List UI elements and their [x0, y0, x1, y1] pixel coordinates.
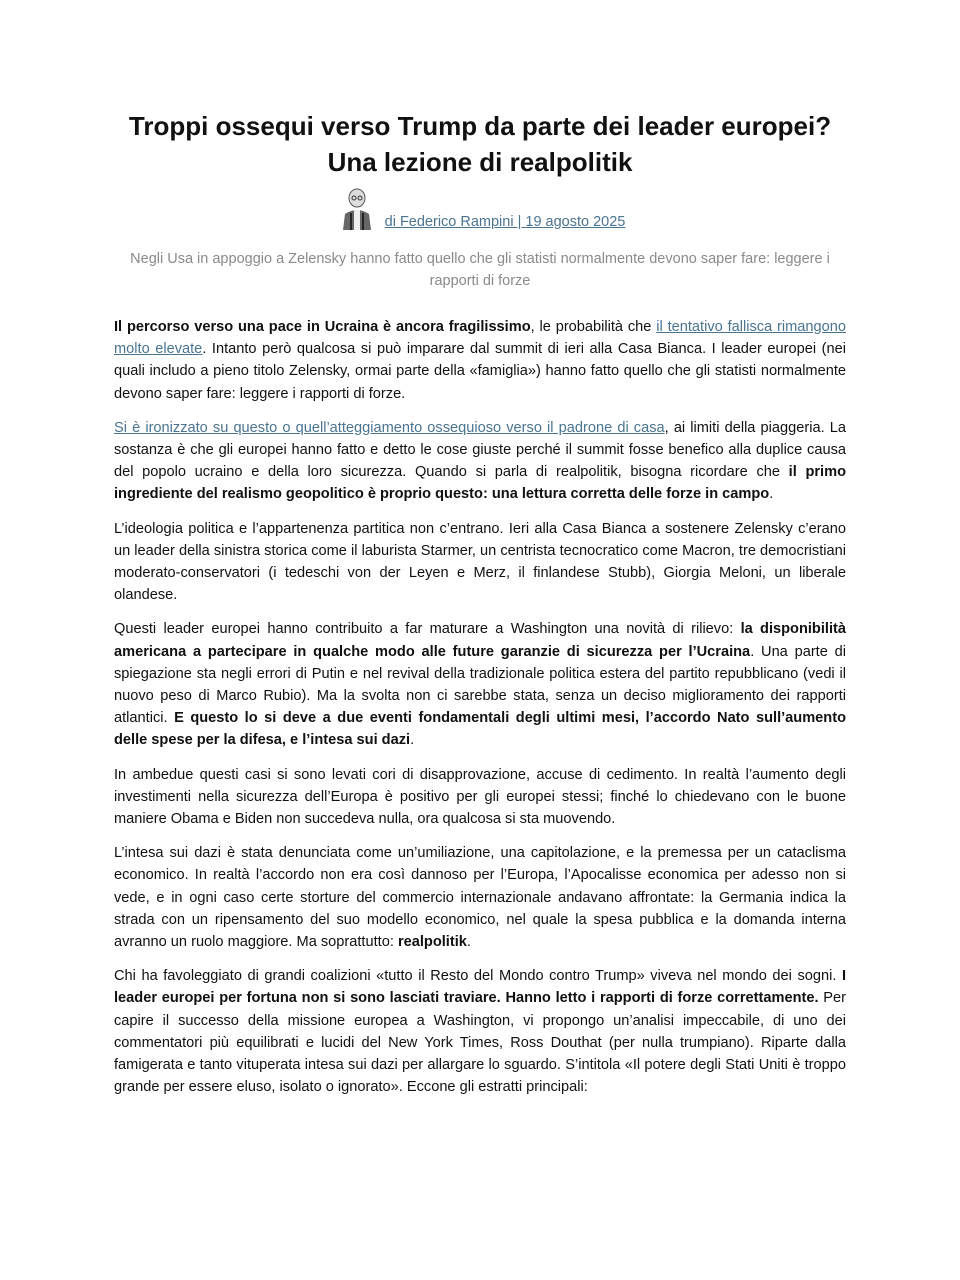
- text: Chi ha favoleggiato di grandi coalizioni «tutto il Resto del Mondo contro Trump» viveva nel mondo dei sogni.: [114, 968, 842, 985]
- bold-text: il primo ingrediente del realismo geopolitico è proprio questo: una lettura corretta delle forze in campo: [114, 464, 846, 503]
- title-line-2: Una lezione di realpolitik: [327, 147, 633, 177]
- text: . Intanto però qualcosa si può imparare dal summit di ieri alla Casa Bianca. I leader europei (nei quali includo a pieno titolo Zelensky, ormai parte della «famiglia») hanno fatto quello che gli statisti normalmente devono saper fare: leggere i rapporti di forze.: [114, 341, 846, 402]
- author-link[interactable]: [335, 186, 626, 230]
- text: .: [466, 934, 471, 951]
- bold-text: I leader europei per fortuna non si sono lasciati traviare. Hanno letto i rapporti di forze correttamente.: [114, 968, 846, 1007]
- byline-text: di Federico Rampini | 19 agosto 2025: [384, 214, 626, 230]
- title-line-1: Troppi ossequi verso Trump da parte dei leader europei?: [128, 111, 832, 141]
- text: L’ideologia politica e l’appartenenza partitica non c’entrano. Ieri alla Casa Bianca a sostenere Zelensky c’erano un leader della sinistra storica come il laburista Starmer, un centrista tecnocratico come Macron, tre democristiani moderato-conservatori (i tedeschi von der Leyen e Merz, il finlandese Stubb), Giorgia Meloni, un liberale olandese.: [114, 520, 846, 604]
- byline: [114, 186, 846, 232]
- author-avatar-icon: [335, 186, 379, 230]
- paragraph: [114, 518, 846, 607]
- text: Questi leader europei hanno contribuito a far maturare a Washington una novità di rilievo:: [114, 621, 741, 638]
- article-body: [114, 316, 846, 1099]
- text: .: [410, 732, 415, 749]
- text: . Una parte di spiegazione sta negli errori di Putin e nel revival della tradizionale politica estera del partito repubblicano (vedi il nuovo peso di Marco Rubio). Ma la svolta non ci sarebbe stata, senza un deciso miglioramento dei rapporti atlantici.: [114, 643, 846, 727]
- bold-text: realpolitik: [397, 934, 467, 951]
- inline-link[interactable]: il tentativo fallisca rimangono molto elevate: [114, 319, 846, 358]
- paragraph: [114, 965, 846, 1098]
- text: .: [769, 486, 774, 503]
- paragraph: [114, 764, 846, 831]
- bold-text: la disponibilità americana a partecipare in qualche modo alle future garanzie di sicurezza per l’Ucraina: [114, 621, 846, 660]
- text: In ambedue questi casi si sono levati cori di disapprovazione, accuse di cedimento. In realtà l’aumento degli investimenti nella sicurezza dell’Europa è positivo per gli europei stessi; finché lo chiedevano con le buone maniere Obama e Biden non succedeva nulla, ora qualcosa si sta muovendo.: [114, 766, 846, 828]
- text: , le probabilità che: [530, 319, 657, 335]
- article-subtitle: Negli Usa in appoggio a Zelensky hanno fatto quello che gli statisti normalmente devono saper fare: leggere i rapporti di forze: [130, 251, 830, 289]
- inline-link[interactable]: Si è ironizzato su questo o quell’atteggiamento ossequioso verso il padrone di casa: [114, 419, 665, 436]
- text: L’intesa sui dazi è stata denunciata come un’umiliazione, una capitolazione, e la premessa per un cataclisma economico. In realtà l’accordo non era così dannoso per l’Europa, l’Apocalisse economica per adesso non si vede, e in ogni caso certe storture del commercio internazionale andavano affrontate: la Germania indica la strada con un ripensamento del suo modello economico, nel quale la spesa pubblica e la domanda interna avranno un ruolo maggiore. Ma soprattutto:: [114, 845, 846, 951]
- bold-text: Il percorso verso una pace in Ucraina è ancora fragilissimo: [114, 319, 531, 335]
- paragraph: [114, 618, 846, 751]
- article-title: [114, 108, 846, 180]
- text: , ai limiti della piaggeria. La sostanza è che gli europei hanno fatto e detto le cose giuste perché il summit fosse benefico alla duplice causa del popolo ucraino e della loro sicurezza. Quando si parla di realpolitik, bisogna ricordare che: [114, 419, 846, 481]
- paragraph: [114, 417, 846, 506]
- bold-text: E questo lo si deve a due eventi fondamentali degli ultimi mesi, l’accordo Nato sull’aumento delle spese per la difesa, e l’intesa sui dazi: [114, 710, 846, 749]
- text: Per capire il successo della missione europea a Washington, vi propongo un’analisi impeccabile, di uno dei commentatori più equilibrati e lucidi del New York Times, Ross Douthat (per nulla trumpiano). Riparte dalla famigerata e tanto vituperata intesa sui dazi per allargare lo sguardo. S’intitola «Il potere degli Stati Uniti è troppo grande per essere eluso, isolato o ignorato». Eccone gli estratti principali:: [114, 990, 846, 1096]
- paragraph: [114, 316, 846, 405]
- article: [114, 108, 846, 1111]
- paragraph: [114, 842, 846, 953]
